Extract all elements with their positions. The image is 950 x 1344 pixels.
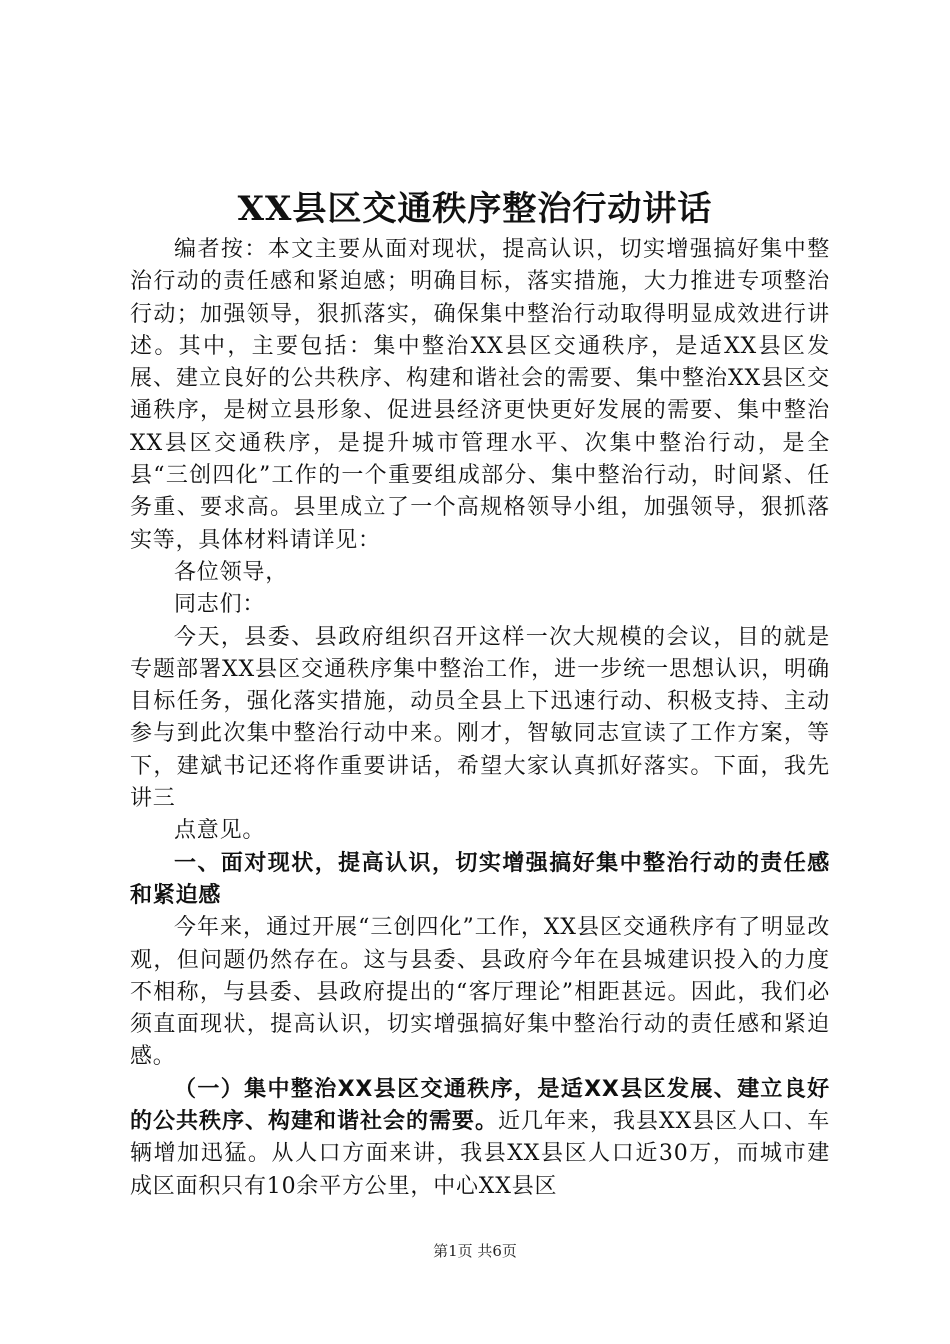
greeting-leaders: 各位领导， xyxy=(174,559,289,585)
document-body xyxy=(130,234,830,1203)
document-title: XX县区交通秩序整治行动讲话 xyxy=(237,189,713,229)
subsection-1-paragraph xyxy=(130,1074,830,1203)
opening-paragraph: 今天，县委、县政府组织召开这样一次大规模的会议，目的就是专题部署XX县区交通秩序集中整治工作，进一步统一思想认识，明确目标任务，强化落实措施，动员全县上下迅速行动、积极支持、主动参与到此次集中整治行动中来。刚才，智敏同志宣读了工作方案，等下，建斌书记还将作重要讲话，希望大家认真抓好落实。下面，我先讲三 xyxy=(130,624,830,812)
editor-note-paragraph: 编者按：本文主要从面对现状，提高认识，切实增强搞好集中整治行动的责任感和紧迫感；明确目标，落实措施，大力推进专项整治行动；加强领导，狠抓落实，确保集中整治行动取得明显成效进行讲述。其中，主要包括：集中整治XX县区交通秩序，是适XX县区发展、建立良好的公共秩序、构建和谐社会的需要、集中整治XX县区交通秩序，是树立县形象、促进县经济更快更好发展的需要、集中整治XX县区交通秩序，是提升城市管理水平、次集中整治行动，是全县“三创四化”工作的一个重要组成部分、集中整治行动，时间紧、任务重、要求高。县里成立了一个高规格领导小组，加强领导，狠抓落实等，具体材料请详见： xyxy=(130,237,830,553)
subsection-heading-1: （一）集中整治XX县区交通秩序，是适XX县区发展、建立良好的公共秩序、构建和谐社会的需要。 xyxy=(130,1076,830,1135)
subsection-1-text: 近几年来，我县XX县区人口、车辆增加迅猛。从人口方面来讲，我县XX县区人口近30万，而城市建成区面积只有10余平方公里，中心XX县区 xyxy=(130,1109,830,1199)
page-footer: 第1页 共6页 xyxy=(433,1242,517,1260)
section-heading-1: 一、面对现状，提高认识，切实增强搞好集中整治行动的责任感和紧迫感 xyxy=(130,850,830,908)
greeting-comrades: 同志们： xyxy=(174,592,266,618)
opening-paragraph-tail: 点意见。 xyxy=(174,818,266,844)
section-1-paragraph: 今年来，通过开展“三创四化”工作，XX县区交通秩序有了明显改观，但问题仍然存在。这与县委、县政府今年在县城建识投入的力度不相称，与县委、县政府提出的“客厅理论”相距甚远。因此，我们必须直面现状，提高认识，切实增强搞好集中整治行动的责任感和紧迫感。 xyxy=(130,915,830,1070)
